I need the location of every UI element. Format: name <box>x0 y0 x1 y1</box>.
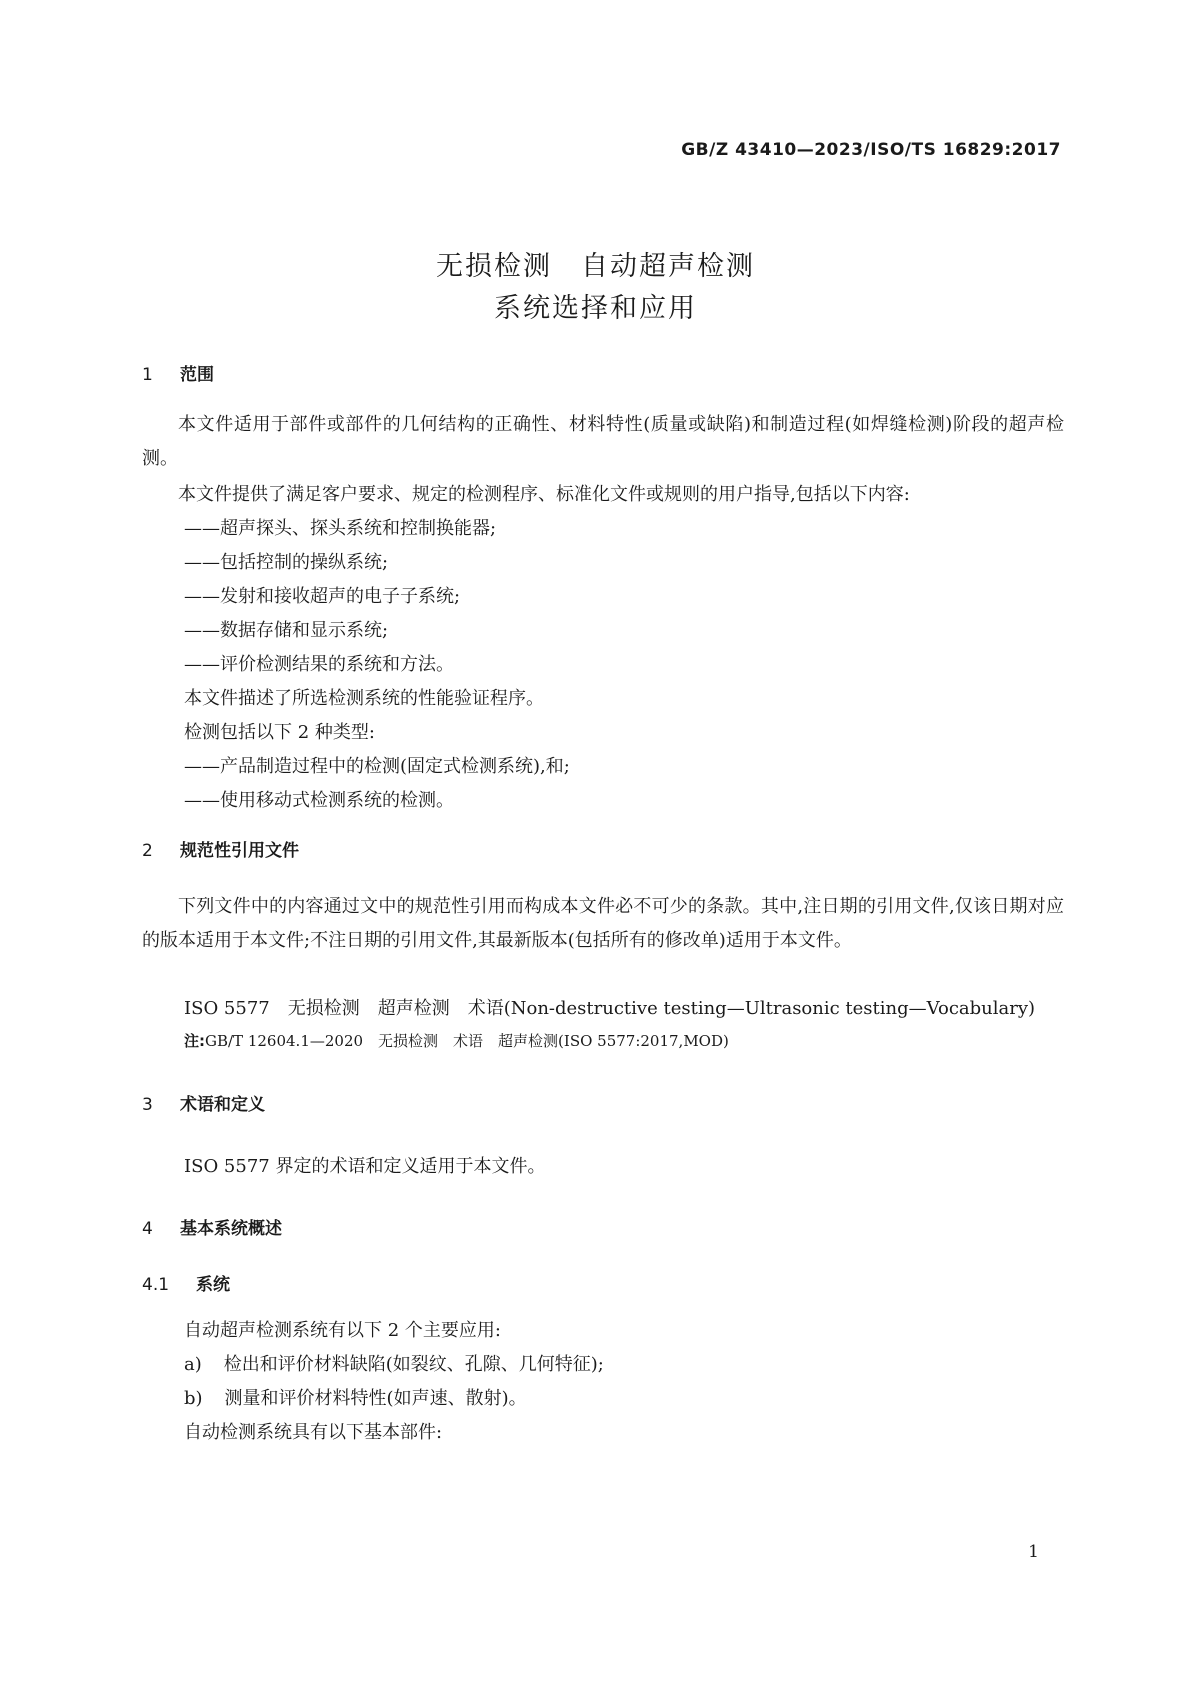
list-item: ——评价检测结果的系统和方法。 <box>184 654 454 675</box>
page-number: 1 <box>1028 1542 1039 1562</box>
section-3-heading <box>142 1090 265 1115</box>
section-1-paragraph-3: 本文件描述了所选检测系统的性能验证程序。 <box>184 688 544 709</box>
section-title: 系统 <box>196 1275 230 1295</box>
list-item: ——使用移动式检测系统的检测。 <box>184 790 454 811</box>
normative-reference: ISO 5577 无损检测 超声检测 术语(Non-destructive testing—Ultrasonic testing—Vocabulary) <box>184 998 1036 1019</box>
item-label: a) <box>184 1354 202 1375</box>
note <box>184 1030 729 1051</box>
section-2-paragraph-1: 下列文件中的内容通过文中的规范性引用而构成本文件必不可少的条款。其中,注日期的引用文件,仅该日期对应的版本适用于本文件;不注日期的引用文件,其最新版本(包括所有的修改单)适用于本文件。 <box>142 896 1064 951</box>
section-1-heading <box>142 360 214 385</box>
list-item: ——包括控制的操纵系统; <box>184 552 389 573</box>
section-title: 规范性引用文件 <box>180 841 299 861</box>
section-1-paragraph-2: 本文件提供了满足客户要求、规定的检测程序、标准化文件或规则的用户指导,包括以下内容: <box>178 484 910 505</box>
section-title: 术语和定义 <box>180 1095 265 1115</box>
document-title-line-1: 无损检测 自动超声检测 <box>436 251 755 282</box>
section-1-paragraph-4: 检测包括以下 2 种类型: <box>184 722 375 743</box>
section-4-heading <box>142 1214 282 1239</box>
document-title-line-2: 系统选择和应用 <box>494 293 697 324</box>
section-number: 1 <box>142 365 153 385</box>
note-text: GB/T 12604.1—2020 无损检测 术语 超声检测(ISO 5577:2017,MOD) <box>205 1032 729 1050</box>
section-4-1-paragraph-1: 自动超声检测系统有以下 2 个主要应用: <box>184 1320 501 1341</box>
section-title: 范围 <box>180 365 214 385</box>
section-4-1-paragraph-2: 自动检测系统具有以下基本部件: <box>184 1422 443 1443</box>
standard-code: GB/Z 43410—2023/ISO/TS 16829:2017 <box>681 140 1061 160</box>
section-1-paragraph-1: 本文件适用于部件或部件的几何结构的正确性、材料特性(质量或缺陷)和制造过程(如焊缝检测)阶段的超声检测。 <box>142 414 1064 469</box>
item-label: b) <box>184 1388 203 1409</box>
list-item: ——数据存储和显示系统; <box>184 620 389 641</box>
section-2-heading <box>142 836 299 861</box>
section-number: 3 <box>142 1095 153 1115</box>
list-item: ——产品制造过程中的检测(固定式检测系统),和; <box>184 756 570 777</box>
section-3-paragraph-1: ISO 5577 界定的术语和定义适用于本文件。 <box>184 1156 546 1177</box>
item-text: 检出和评价材料缺陷(如裂纹、孔隙、几何特征); <box>223 1354 604 1375</box>
section-number: 2 <box>142 841 153 861</box>
section-number: 4 <box>142 1219 153 1239</box>
section-number: 4.1 <box>142 1275 170 1295</box>
list-item: ——超声探头、探头系统和控制换能器; <box>184 518 497 539</box>
list-item-a <box>184 1350 604 1376</box>
section-4-1-heading <box>142 1270 230 1295</box>
list-item: ——发射和接收超声的电子子系统; <box>184 586 461 607</box>
list-item-b <box>184 1384 527 1410</box>
item-text: 测量和评价材料特性(如声速、散射)。 <box>224 1388 527 1409</box>
note-label: 注: <box>184 1032 205 1050</box>
section-title: 基本系统概述 <box>180 1219 282 1239</box>
